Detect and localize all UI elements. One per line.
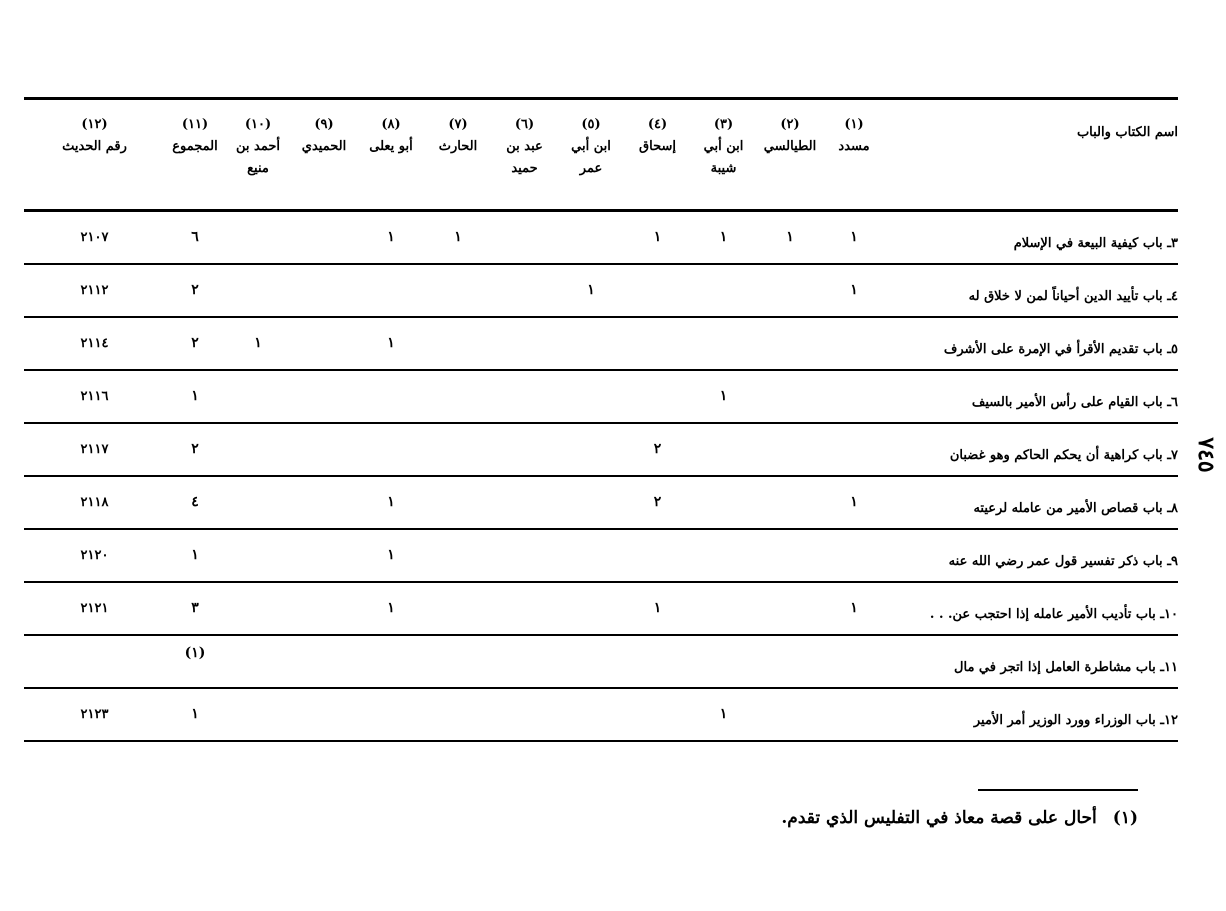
column-header — [291, 99, 357, 211]
column-label: ابن أبي شيبة — [703, 139, 744, 176]
table-row — [24, 370, 1178, 423]
count-cell — [624, 688, 691, 741]
count-cell — [691, 264, 756, 317]
count-cell: ١ — [850, 600, 858, 616]
count-cell — [756, 635, 824, 688]
hadith-number-cell: ٢١١٤ — [80, 335, 109, 351]
table-row — [24, 264, 1178, 317]
column-number: (١١) — [181, 117, 209, 132]
count-cell — [756, 476, 824, 529]
column-number: (٢) — [780, 117, 800, 132]
column-header — [691, 99, 756, 211]
count-cell — [756, 529, 824, 582]
column-label: أحمد بن منيع — [235, 139, 281, 176]
count-cell — [425, 476, 491, 529]
count-cell — [225, 529, 291, 582]
count-cell — [824, 370, 884, 423]
count-cell — [756, 688, 824, 741]
footnote — [730, 808, 1138, 828]
hadith-number-cell: ٢١٢١ — [80, 600, 109, 616]
hadith-index-table — [24, 97, 1178, 742]
count-cell — [491, 264, 558, 317]
count-cell: ٢ — [191, 335, 199, 351]
count-cell: ٣ — [191, 600, 199, 616]
column-number: (١) — [844, 117, 864, 132]
count-cell — [558, 688, 624, 741]
column-label: ابن أبي عمر — [571, 139, 611, 176]
count-cell — [491, 370, 558, 423]
count-cell — [291, 264, 357, 317]
count-cell — [558, 370, 624, 423]
count-cell — [624, 317, 691, 370]
count-cell — [225, 211, 291, 264]
count-cell — [756, 423, 824, 476]
table-row — [24, 211, 1178, 264]
count-cell — [425, 582, 491, 635]
count-cell — [425, 423, 491, 476]
column-header — [558, 99, 624, 211]
table-row — [24, 635, 1178, 688]
count-cell: ١ — [850, 282, 858, 298]
count-cell — [491, 529, 558, 582]
count-cell — [425, 317, 491, 370]
count-cell — [558, 211, 624, 264]
hadith-number-cell: ٢١١٧ — [80, 441, 109, 457]
count-cell: ١ — [191, 388, 199, 404]
count-cell — [357, 635, 425, 688]
count-cell — [225, 582, 291, 635]
chapter-title: ٧ـ باب كراهية أن يحكم الحاكم وهو غضبان — [949, 447, 1178, 463]
count-cell — [291, 211, 357, 264]
count-cell — [491, 688, 558, 741]
count-cell — [357, 370, 425, 423]
count-cell — [691, 317, 756, 370]
count-cell — [425, 370, 491, 423]
chapter-title: ٤ـ باب تأييد الدين أحياناً لمن لا خلاق له — [968, 288, 1178, 304]
count-cell — [291, 370, 357, 423]
count-cell: ١ — [587, 282, 595, 298]
count-cell — [824, 635, 884, 688]
count-cell — [225, 635, 291, 688]
column-label: أبو يعلى — [369, 139, 413, 154]
chapter-title: ٣ـ باب كيفية البيعة في الإسلام — [1013, 235, 1178, 251]
count-cell: ١ — [387, 335, 395, 351]
count-cell — [824, 688, 884, 741]
hadith-number-cell: ٢١٢٣ — [80, 706, 109, 722]
count-cell: ١ — [387, 494, 395, 510]
column-header — [357, 99, 425, 211]
count-cell: ٢ — [191, 282, 199, 298]
count-cell — [491, 317, 558, 370]
count-cell: ١ — [454, 229, 462, 246]
column-label: رقم الحديث — [62, 139, 127, 154]
count-cell — [558, 529, 624, 582]
count-cell — [491, 635, 558, 688]
footnote-text: أحال على قصة معاذ في التفليس الذي تقدم. — [781, 808, 1097, 828]
column-number: (٩) — [314, 117, 334, 132]
count-cell — [425, 529, 491, 582]
chapter-title: ١٢ـ باب الوزراء وورد الوزير أمر الأمير — [973, 712, 1178, 728]
count-cell — [425, 264, 491, 317]
table-header-row — [24, 99, 1178, 211]
count-cell — [357, 688, 425, 741]
hadith-number-cell — [24, 635, 165, 688]
column-label: الطيالسي — [763, 139, 817, 154]
hadith-number-cell: ٢١١٢ — [80, 282, 109, 298]
count-cell: ١ — [719, 706, 728, 722]
count-cell: ١ — [387, 229, 395, 246]
table-row — [24, 317, 1178, 370]
footnote-mark: (١) — [1112, 808, 1138, 828]
count-cell — [558, 582, 624, 635]
count-cell: ٤ — [191, 494, 199, 510]
count-cell — [225, 688, 291, 741]
count-cell — [425, 635, 491, 688]
count-cell: ٦ — [191, 229, 199, 246]
column-header — [425, 99, 491, 211]
table-row — [24, 476, 1178, 529]
chapter-title: ٩ـ باب ذكر تفسير قول عمر رضي الله عنه — [948, 553, 1178, 569]
table-row — [24, 423, 1178, 476]
count-cell — [691, 582, 756, 635]
count-cell: ٢ — [653, 441, 662, 457]
count-cell — [291, 635, 357, 688]
count-cell — [824, 317, 884, 370]
hadith-number-cell: ٢١٢٠ — [80, 547, 109, 563]
chapter-title: ٥ـ باب تقديم الأقرأ في الإمرة على الأشرف — [943, 341, 1178, 357]
count-cell: ١ — [191, 706, 199, 722]
column-number: (٤) — [647, 117, 668, 132]
count-cell — [691, 635, 756, 688]
column-header — [24, 99, 165, 211]
chapter-title: ١٠ـ باب تأديب الأمير عامله إذا احتجب عن. . . — [929, 606, 1178, 622]
count-cell — [624, 264, 691, 317]
count-cell: ١ — [653, 600, 662, 616]
count-cell: ١ — [719, 388, 728, 404]
column-label: الحارث — [438, 139, 478, 154]
column-number: (٧) — [448, 117, 468, 132]
count-cell — [491, 423, 558, 476]
column-header — [824, 99, 884, 211]
hadith-number-cell: ٢١١٨ — [80, 494, 109, 510]
count-cell — [291, 317, 357, 370]
count-cell — [357, 423, 425, 476]
count-cell — [624, 635, 691, 688]
count-cell — [491, 211, 558, 264]
count-cell: ١ — [387, 600, 395, 616]
count-cell — [225, 370, 291, 423]
column-number: (٨) — [381, 117, 401, 132]
count-cell — [824, 423, 884, 476]
column-header-name — [884, 99, 1178, 211]
chapter-title: ٨ـ باب قصاص الأمير من عامله لرعيته — [973, 500, 1178, 516]
count-cell — [756, 370, 824, 423]
count-cell — [291, 476, 357, 529]
count-cell — [624, 529, 691, 582]
count-cell — [756, 264, 824, 317]
count-cell — [425, 688, 491, 741]
count-cell: ١ — [850, 494, 858, 510]
count-cell — [225, 476, 291, 529]
count-cell: ٢ — [191, 441, 199, 457]
count-cell — [558, 635, 624, 688]
count-cell — [756, 317, 824, 370]
count-cell — [558, 317, 624, 370]
count-cell: ١ — [850, 229, 858, 246]
column-label: المجموع — [172, 139, 218, 154]
column-label: عبد بن حميد — [506, 139, 543, 176]
count-cell — [558, 476, 624, 529]
count-cell — [491, 582, 558, 635]
count-cell: (١) — [184, 645, 206, 661]
count-cell — [291, 423, 357, 476]
count-cell — [824, 529, 884, 582]
hadith-number-cell: ٢١٠٧ — [80, 229, 109, 245]
count-cell — [225, 264, 291, 317]
column-number: (١٢) — [81, 117, 108, 132]
column-number: (٣) — [713, 117, 734, 132]
count-cell: ١ — [653, 229, 662, 246]
count-cell — [491, 476, 558, 529]
footnote-divider — [978, 789, 1138, 791]
column-header — [491, 99, 558, 211]
chapter-title: ١١ـ باب مشاطرة العامل إذا اتجر في مال — [954, 659, 1178, 675]
column-header — [756, 99, 824, 211]
count-cell — [691, 476, 756, 529]
count-cell — [691, 529, 756, 582]
count-cell — [225, 423, 291, 476]
count-cell — [291, 582, 357, 635]
column-header — [165, 99, 225, 211]
column-number: (٥) — [581, 117, 601, 132]
count-cell: ٢ — [653, 494, 662, 510]
column-label: إسحاق — [639, 139, 676, 154]
table-body — [24, 211, 1178, 741]
count-cell — [691, 423, 756, 476]
column-number: (١٠) — [244, 117, 272, 132]
count-cell — [357, 264, 425, 317]
count-cell — [558, 423, 624, 476]
column-label: مسدد — [838, 139, 870, 154]
count-cell: ١ — [191, 547, 199, 563]
column-label: الحميدي — [301, 139, 347, 154]
count-cell: ١ — [786, 229, 794, 246]
count-cell: ١ — [719, 229, 728, 246]
column-header — [225, 99, 291, 211]
count-cell: ١ — [254, 335, 262, 351]
chapter-title: ٦ـ باب القيام على رأس الأمير بالسيف — [971, 394, 1178, 410]
column-number: (٦) — [514, 117, 535, 132]
column-label: اسم الكتاب والباب — [1076, 125, 1178, 140]
count-cell — [291, 688, 357, 741]
hadith-number-cell: ٢١١٦ — [80, 388, 109, 404]
count-cell: ١ — [387, 547, 395, 563]
table-row — [24, 529, 1178, 582]
page-number: ٧٤٥ — [1193, 437, 1219, 473]
count-cell — [291, 529, 357, 582]
table-row — [24, 688, 1178, 741]
count-cell — [756, 582, 824, 635]
column-header — [624, 99, 691, 211]
count-cell — [624, 370, 691, 423]
